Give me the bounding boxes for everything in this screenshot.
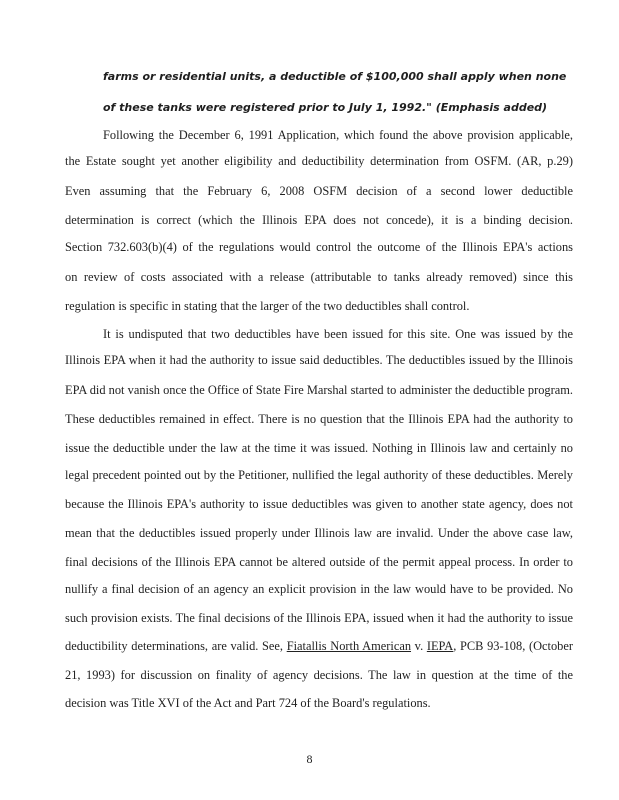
paragraph-1-line: Even assuming that the February 6, 2008 OSFM decision of a second lower deductible <box>65 184 573 198</box>
quote-line-1: farms or residential units, a deductible of $100,000 shall apply when none <box>103 70 567 83</box>
paragraph-2-line: nullify a final decision of an agency an explicit provision in the law would have to be provided. No <box>65 582 573 596</box>
paragraph-2-line: EPA did not vanish once the Office of State Fire Marshal started to administer the deductible program. <box>65 383 573 397</box>
paragraph-2-line: because the Illinois EPA's authority to issue deductibles was given to another state agency, does not <box>65 497 573 511</box>
citation-text-before: deductibility determinations, are valid. See, <box>65 639 287 653</box>
paragraph-2-line: It is undisputed that two deductibles have been issued for this site. One was issued by the <box>103 327 573 341</box>
paragraph-2-line: mean that the deductibles issued properly under Illinois law are invalid. Under the above case law, <box>65 526 573 540</box>
paragraph-2-line: These deductibles remained in effect. There is no question that the Illinois EPA had the authority to <box>65 412 573 426</box>
quote-line-2: of these tanks were registered prior to July 1, 1992." (Emphasis added) <box>103 101 548 114</box>
page-number: 8 <box>306 752 313 766</box>
case-name-2: IEPA <box>426 639 454 653</box>
paragraph-2-line: such provision exists. The final decisions of the Illinois EPA, issued when it had the authority to issue <box>65 611 573 625</box>
paragraph-2-line: 21, 1993) for discussion on finality of agency decisions. The law in question at the time of the <box>65 668 573 682</box>
paragraph-2-line: final decisions of the Illinois EPA cannot be altered outside of the permit appeal process. In order to <box>65 555 573 569</box>
citation-connector: v. <box>411 639 427 653</box>
paragraph-1-line: Section 732.603(b)(4) of the regulations would control the outcome of the Illinois EPA's actions <box>65 240 573 254</box>
citation-line <box>65 639 573 654</box>
paragraph-1-line: Following the December 6, 1991 Application, which found the above provision applicable, <box>103 128 573 142</box>
paragraph-2-line: legal precedent pointed out by the Petitioner, nullified the legal authority of these deductibles. Merely <box>65 468 573 482</box>
paragraph-1-line: on review of costs associated with a release (attributable to tanks already removed) since this <box>65 270 573 284</box>
paragraph-2-line: Illinois EPA when it had the authority to issue said deductibles. The deductibles issued by the Illinois <box>65 353 573 367</box>
paragraph-2-line: decision was Title XVI of the Act and Part 724 of the Board's regulations. <box>65 696 431 710</box>
paragraph-1-line: regulation is specific in stating that the larger of the two deductibles shall control. <box>65 299 470 313</box>
citation-text-after: , PCB 93-108, (October <box>453 639 573 653</box>
paragraph-2-line: issue the deductible under the law at the time it was issued. Nothing in Illinois law and certainly no <box>65 441 573 455</box>
paragraph-1-line: determination is correct (which the Illinois EPA does not concede), it is a binding decision. <box>65 213 573 227</box>
case-name-1: Fiatallis North American <box>286 639 412 653</box>
paragraph-1-line: the Estate sought yet another eligibility and deductibility determination from OSFM. (AR, p.29) <box>65 154 573 168</box>
